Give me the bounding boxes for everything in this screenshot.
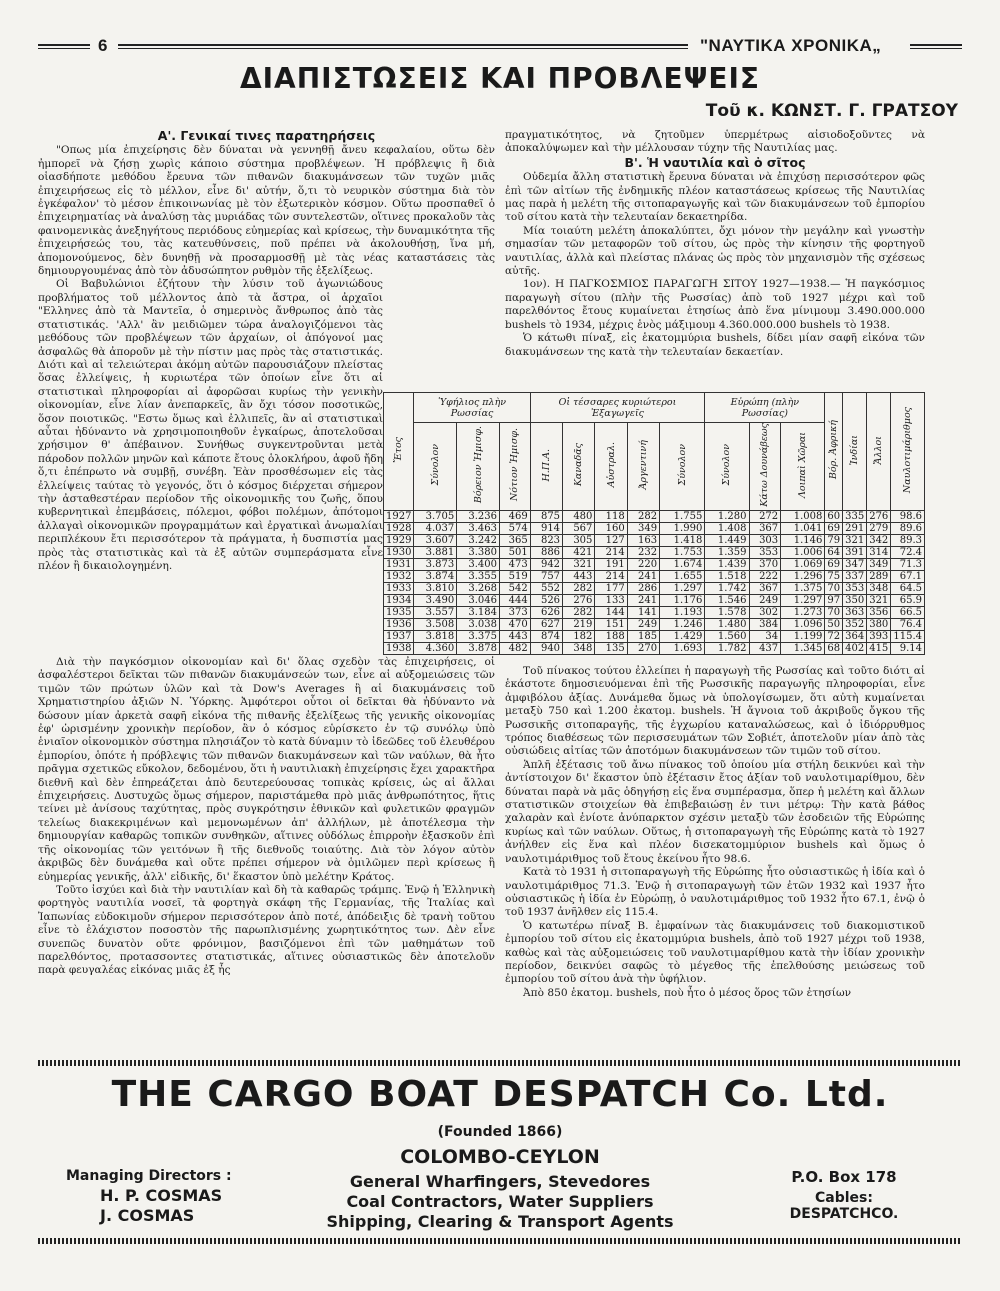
table-cell: 3.242 xyxy=(457,534,500,546)
table-cell: 75 xyxy=(825,570,843,582)
table-cell: 188 xyxy=(595,630,627,642)
table-cell: 241 xyxy=(627,594,659,606)
paragraph: Ὁ κάτωθι πίναξ, εἰς ἑκατομμύρια bushels, δίδει μίαν σαφῆ εἰκόνα τῶν διακυμάνσεων της κατὰ τὴν τελευταίαν δεκαετίαν. xyxy=(505,332,925,358)
table-cell: 1.176 xyxy=(660,594,705,606)
table-cell: 519 xyxy=(500,570,531,582)
table-cell: 185 xyxy=(627,630,659,642)
ad-company-name: THE CARGO BOAT DESPATCH Co. Ltd. xyxy=(111,1074,889,1115)
table-cell: 3.557 xyxy=(414,606,457,618)
table-year-cell: 1935 xyxy=(384,606,414,618)
table-cell: 1.297 xyxy=(781,594,825,606)
col-header: Βόρ. Ἀφρική xyxy=(825,393,843,511)
table-cell: 3.607 xyxy=(414,534,457,546)
paragraph: "Οπως μία ἐπιχείρησις δὲν δύναται νὰ γεννηθῇ ἄνευ κεφαλαίου, οὕτω δὲν ἠμπορεῖ νὰ ζήσῃ χωρὶς κάποιο σύστημα προβλέψεων. Ἡ πρόβλεψις ἢ διὰ οἱασδήποτε μεθόδου ἔρευνα τῶν πιθανῶν διακυμάνσεων τῶν τυχῶν μιᾶς ἐπιχειρήσεως εἰς τὸ μέλλον, εἶνε δι' αὐτήν, ὅ,τι τὸ νευρικὸν σύστημα διὰ τὸν ἐγκέφαλον' τὸ μέσον ἐπικοινωνίας μὲ τὸν ἐξωτερικὸν κόσμον. Οὕτω προσπαθεῖ ὁ ἐπιχειρηματίας νὰ ἀναλύσῃ τὰς μυριάδας τῶν συντελεστῶν, οἵτινες προκαλοῦν τὰς φαινομενικὰς ἀνεξηγήτους περιόδους εὐημερίας καὶ κρίσεως, τὴν δυναμικότητα τῆς ἐπιχειρήσεώς του, τὰς κατευθύνσεις, ποῦ πρέπει νὰ ἀκολουθήσῃ, ἵνα μή, ἀπομονούμενος, δὲν δυνηθῇ νὰ προσαρμοσθῇ μὲ τὰς νέας καταστάσεις τὰς δημιουργουμένας ἀπὸ τὸν ἀδυσώπητον ρυθμὸν τῆς ἐξελίξεως. xyxy=(38,144,495,278)
table-cell: 3.463 xyxy=(457,522,500,534)
table-cell: 220 xyxy=(627,558,659,570)
table-cell: 71.3 xyxy=(891,558,925,570)
table-cell: 3.881 xyxy=(414,546,457,558)
table-cell: 367 xyxy=(749,522,781,534)
col-header: Η.Π.Α. xyxy=(530,423,562,511)
table-cell: 222 xyxy=(749,570,781,582)
col-header: Αὐστραλ. xyxy=(595,423,627,511)
table-cell: 249 xyxy=(749,594,781,606)
table-cell: 249 xyxy=(627,618,659,630)
table-cell: 370 xyxy=(749,558,781,570)
paragraph: Τοῦ πίνακος τούτου ἐλλείπει ἡ παραγωγὴ τῆς Ρωσσίας καὶ τοῦτο διότι αἱ ἑκάστοτε δημοσιευόμεναι ἐπὶ τῆς Ρωσσικῆς παραγωγῆς πληροφορίαι, εἶνε ἀμφιβόλου ἀξίας. Δυνάμεθα ὅμως νὰ ὑπολογίσωμεν, ὅτι αὐτὴ κυμαίνεται μεταξὺ 750 καὶ 1.200 ἑκατομ. bushels. Ἡ ἄγνοια τοῦ ἀκριβοῦς ὄγκου τῆς Ρωσσικῆς σιτοπαραγῆς, τῆς ἐγχωρίου καταναλώσεως, καὶ ὁ ἰδιόρρυθμος τρόπος διαθέσεως τῶν περισσευμάτων τῶν Σοβιέτ, ἀποτελοῦν μίαν ἀπὸ τὰς οὐσιώδεις αἰτίας τῶν ἀποτόμων διακυμάνσεων τῶν τιμῶν τοῦ σίτου. xyxy=(505,665,925,758)
col-header: Σύνολον xyxy=(660,423,705,511)
table-cell: 1.146 xyxy=(781,534,825,546)
table-cell: 482 xyxy=(500,642,531,654)
table-body xyxy=(384,510,925,654)
table-cell: 470 xyxy=(500,618,531,630)
wheat-production-table xyxy=(383,392,925,655)
table-cell: 367 xyxy=(749,582,781,594)
table-cell: 347 xyxy=(843,558,867,570)
table-cell: 1.518 xyxy=(705,570,749,582)
table-cell: 1.990 xyxy=(660,522,705,534)
header-rule-middle xyxy=(118,44,688,49)
table-cell: 3.268 xyxy=(457,582,500,594)
table-cell: 757 xyxy=(530,570,562,582)
table-cell: 1.693 xyxy=(660,642,705,654)
table-cell: 144 xyxy=(595,606,627,618)
table-cell: 335 xyxy=(843,510,867,522)
table-cell: 89.6 xyxy=(891,522,925,534)
table-row xyxy=(384,510,925,522)
ad-border-top xyxy=(38,1060,962,1066)
table-cell: 940 xyxy=(530,642,562,654)
col-header: Καναδᾶς xyxy=(563,423,595,511)
table-cell: 276 xyxy=(867,510,891,522)
table-cell: 3.818 xyxy=(414,630,457,642)
table-cell: 1.449 xyxy=(705,534,749,546)
table-cell: 305 xyxy=(563,534,595,546)
table-row xyxy=(384,534,925,546)
table-cell: 182 xyxy=(563,630,595,642)
article-author: Τοῦ κ. ΚΩΝΣΤ. Γ. ΓΡΑΤΣΟΥ xyxy=(705,101,958,121)
header-rule-right xyxy=(910,44,962,49)
table-cell: 64.5 xyxy=(891,582,925,594)
table-cell: 1.297 xyxy=(660,582,705,594)
paragraph: Ἁπλῆ ἐξέτασις τοῦ ἄνω πίνακος τοῦ ὁποίου μία στήλη δεικνύει καὶ τὴν ἀντίστοιχον δι' ἕκαστον ὑπὸ ἐξέτασιν ἔτος ἀξίαν τοῦ ναυλοτιμαρίθμου, δὲν δύναται παρὰ νὰ μᾶς ὁδηγήσῃ εἰς ἕνα συμπέρασμα, ὅπερ ἡ μελέτη καὶ ἄλλων στατιστικῶν στοιχείων θὰ ἐπιβεβαιώσῃ ἐν τινι μέτρῳ: Τὴν κατὰ βάθος χαλαρὰν καὶ ἐνίοτε ἀνύπαρκτον σχέσιν μεταξὺ τῶν ἐσοδειῶν τῆς Εὐρώπης κυρίως καὶ τῶν ναύλων. Οὕτως, ἡ σιτοπαραγωγὴ τῆς Εὐρώπης κατὰ τὸ 1927 ἀνήλθεν εἰς ἕνα καὶ πλέον δισεκατομμύριον bushels καὶ ὅμως ὁ ναυλοτιμάριθμος τοῦ ἔτους ἐκείνου ἦτο 98.6. xyxy=(505,758,925,865)
table-cell: 34 xyxy=(749,630,781,642)
table-row xyxy=(384,618,925,630)
table-cell: 9.14 xyxy=(891,642,925,654)
table-cell: 76.4 xyxy=(891,618,925,630)
table-cell: 276 xyxy=(563,594,595,606)
ad-director: J. COSMAS xyxy=(100,1206,195,1225)
table-cell: 89.3 xyxy=(891,534,925,546)
table-cell: 177 xyxy=(595,582,627,594)
table-cell: 421 xyxy=(563,546,595,558)
table-cell: 1.069 xyxy=(781,558,825,570)
table-cell: 373 xyxy=(500,606,531,618)
table-cell: 3.490 xyxy=(414,594,457,606)
table-cell: 3.873 xyxy=(414,558,457,570)
ad-cables-label: Cables: xyxy=(815,1190,873,1206)
table-cell: 141 xyxy=(627,606,659,618)
table-cell: 1.753 xyxy=(660,546,705,558)
table-cell: 380 xyxy=(867,618,891,630)
table-cell: 272 xyxy=(749,510,781,522)
table-row xyxy=(384,642,925,654)
col-header: Ναυλοτιμάριθμος xyxy=(891,393,925,511)
table-cell: 133 xyxy=(595,594,627,606)
table-year-cell: 1927 xyxy=(384,510,414,522)
table-cell: 66.5 xyxy=(891,606,925,618)
table-cell: 1.439 xyxy=(705,558,749,570)
table-cell: 1.755 xyxy=(660,510,705,522)
table-cell: 3.184 xyxy=(457,606,500,618)
table-cell: 1.273 xyxy=(781,606,825,618)
article-title: ΔΙΑΠΙΣΤΩΣΕΙΣ ΚΑΙ ΠΡΟΒΛΕΨΕΙΣ xyxy=(239,62,761,95)
col-header: Νότιον Ἡμισφ. xyxy=(500,423,531,511)
table-cell: 1.006 xyxy=(781,546,825,558)
table-cell: 1.296 xyxy=(781,570,825,582)
table-cell: 552 xyxy=(530,582,562,594)
table-cell: 1.655 xyxy=(660,570,705,582)
table-cell: 526 xyxy=(530,594,562,606)
table-cell: 279 xyxy=(867,522,891,534)
table-cell: 823 xyxy=(530,534,562,546)
table-cell: 98.6 xyxy=(891,510,925,522)
table-cell: 72.4 xyxy=(891,546,925,558)
col-header: Σύνολον xyxy=(414,423,457,511)
table-cell: 3.375 xyxy=(457,630,500,642)
ad-founded: (Founded 1866) xyxy=(437,1124,563,1140)
table-cell: 1.359 xyxy=(705,546,749,558)
paragraph: Ὁ κατωτέρω πίναξ Β. ἐμφαίνων τὰς διακυμάνσεις τοῦ διακομιστικοῦ ἐμπορίου τοῦ σίτου εἰς ἑκατομμύρια bushels, ἀπὸ τοῦ 1927 μέχρι τοῦ 1938, καθὼς καὶ τὰς αὐξομειώσεις τοῦ ναυλοτιμαρίθμου κατὰ τὴν ἰδίαν χρονικὴν περίοδον, δεικνύει σαφῶς τὸ μέγεθος τῆς ἐπελθούσης μειώσεως τοῦ ἐμπορίου τοῦ σίτου ἀνὰ τὴν ὑφήλιον. xyxy=(505,919,925,986)
table-cell: 282 xyxy=(563,606,595,618)
paragraph: 1ον). Η ΠΑΓΚΟΣΜΙΟΣ ΠΑΡΑΓΩΓΗ ΣΙΤΟΥ 1927—1938.— Ἡ παγκόσμιος παραγωγὴ σίτου (πλὴν τῆς Ρωσσίας) ἀπὸ τοῦ 1927 μέχρι καὶ τοῦ παρελθόντος ἔτους κυμαίνεται ἐτησίως ἀπὸ ἕνα μίνιμουμ 3.490.000.000 bushels τὸ 1934, μέχρις ἑνὸς μάξιμουμ 4.360.000.000 bushels τὸ 1938. xyxy=(505,278,925,331)
paragraph: Διὰ τὴν παγκόσμιον οἰκονομίαν καὶ δι' ὅλας σχεδὸν τὰς ἐπιχειρήσεις, οἱ ἀσφαλέστεροι δεῖκται τῶν πιθανῶν διακυμάνσεών των, εἶνε αἱ αὐξομειώσεις τῶν τιμῶν τῶν πρώτων ὑλῶν καὶ τὰ Dow's Averages ἢ αἱ διακυμάνσεις τοῦ Χρηματιστηρίου ἀξιῶν Ν. Ὑόρκης. Ἀμφότεροι οὗτοι οἱ δεῖκται θὰ ἠδύναντο νὰ δώσουν μίαν ἀρκετὰ σαφῆ εἰκόνα τῆς πιθανῆς ἐξελίξεως τῆς γενικῆς οἰκονομίας ἐφ' ὡρισμένην χρονικὴν περίοδον, ἂν ὁ κόσμος εὑρίσκετο ἐν τῷ συνόλῳ ὑπὸ ἑνιαῖον οἰκονομικὸν σύστημα πλησιάζον τὸ κατὰ δύναμιν τὸ ἰδεῶδες τοῦ ἐλευθέρου ἐμπορίου, ὁπότε ἡ πρόβλεψις τῶν πιθανῶν διακυμάνσεων καὶ τῶν ναύλων, θὰ ἦτο πρᾶγμα σχετικῶς εὔκολον, δεδομένου, ὅτι ἡ ναυτιλιακὴ ἐπιχείρησις ἔχει χαρακτῆρα διεθνῆ καὶ δὲν ἐπηρεάζεται ἀπὸ δευτερεύουσας τοπικὰς κρίσεις, ὡς αἱ ἄλλαι ἐπιχειρήσεις. Δυστυχῶς ὅμως σήμερον, παριστάμεθα πρὸ μιᾶς ἀνθρωπότητος, ἥτις τείνει μὲ ἀνίσους ταχύτητας, πρὸς συγκρότησιν ἐθνικῶν καὶ φυλετικῶν φραγμῶν τελείως διακεκριμένων καὶ μεμονωμένων ἀπ' ἀλλήλων, μὲ ἀποτέλεσμα τὴν δημιουργίαν καθαρῶς τοπικῶν συνθηκῶν, αἵτινες οὐδόλως ἐπιρροὴν ἐξασκοῦν ἐπὶ τῆς οἰκονομίας τῶν γειτόνων ἢ τῆς διεθνοῦς τοιαύτης. Διὰ τὸν λόγον αὐτὸν ἀκριβῶς δὲν δυνάμεθα καὶ οὔτε πρέπει σήμερον νὰ ὁμιλῶμεν περὶ κρίσεως ἢ εὐημερίας γενικῆς, ἀλλ' εἰδικῆς, δι' ἕκαστον ὑπὸ μελέτην Κράτος. xyxy=(38,656,495,883)
table-cell: 626 xyxy=(530,606,562,618)
paragraph: Τοῦτο ἰσχύει καὶ διὰ τὴν ναυτιλίαν καὶ δὴ τὰ καθαρῶς τράμπς. Ἐνῷ ἡ Ἑλληνικὴ φορτηγὸς ναυτιλία νοσεῖ, τὰ φορτηγὰ σκάφη τῆς Γερμανίας, τῆς Ἰταλίας καὶ Ἰαπωνίας εὐδοκιμοῦν σήμερον περισσότερον ἀπὸ ποτέ, ἀπόδειξις δὲ τρανὴ τοῦτου εἶνε τὸ ἐλάχιστον ποσοστὸν τῆς παρωπλισμένης χωρητικότητος των. Δὲν εἶνε συνεπῶς δυνατὸν οὔτε φρόνιμον, βασιζόμενοι ἐπὶ τῶν μαθημάτων τοῦ παρελθόντος, προτασσοντες στατιστικάς, αἵτινες οὐσιαστικῶς δὲν ἀποτελοῦν παρὰ φευγαλέας εἰκόνας μιᾶς ἐξ ἧς xyxy=(38,883,495,977)
section-b-heading: Β'. Ἡ ναυτιλία καὶ ὁ σῖτος xyxy=(624,154,806,170)
ad-service: Shipping, Clearing & Transport Agents xyxy=(326,1212,674,1231)
table-cell: 282 xyxy=(563,582,595,594)
table-cell: 1.199 xyxy=(781,630,825,642)
table-cell: 444 xyxy=(500,594,531,606)
table-cell: 1.041 xyxy=(781,522,825,534)
table-cell: 1.280 xyxy=(705,510,749,522)
table-cell: 1.418 xyxy=(660,534,705,546)
table-cell: 1.375 xyxy=(781,582,825,594)
table-cell: 1.408 xyxy=(705,522,749,534)
ad-cables: DESPATCHCO. xyxy=(789,1206,899,1222)
table-cell: 219 xyxy=(563,618,595,630)
paragraph: Οὐδεμία ἄλλη στατιστικὴ ἔρευνα δύναται νὰ ἐπιχύσῃ περισσότερον φῶς ἐπὶ τῶν αἰτίων τῆς ἐνδημικῆς πλέον καταστάσεως κρίσεως τῆς Ναυτιλίας μας παρὰ ἡ μελέτη τῆς σιτοπαραγωγῆς καὶ τῶν διακυμάνσεων τοῦ ἐμπορίου τοῦ σίτου κατὰ τὴν τελευταίαν δεκαετηρίδα. xyxy=(505,171,925,224)
table-cell: 363 xyxy=(843,606,867,618)
table-cell: 353 xyxy=(749,546,781,558)
table-row xyxy=(384,594,925,606)
table-cell: 3.380 xyxy=(457,546,500,558)
table-cell: 4.037 xyxy=(414,522,457,534)
table-cell: 321 xyxy=(563,558,595,570)
table-cell: 352 xyxy=(843,618,867,630)
col-header: Κάτω Δουνάβεως xyxy=(749,423,781,511)
table-cell: 3.878 xyxy=(457,642,500,654)
table-year-cell: 1937 xyxy=(384,630,414,642)
table-row xyxy=(384,630,925,642)
table-year-cell: 1928 xyxy=(384,522,414,534)
table-cell: 874 xyxy=(530,630,562,642)
table-cell: 70 xyxy=(825,606,843,618)
table-cell: 118 xyxy=(595,510,627,522)
table-cell: 68 xyxy=(825,642,843,654)
table-cell: 353 xyxy=(843,582,867,594)
table-cell: 270 xyxy=(627,642,659,654)
table-cell: 437 xyxy=(749,642,781,654)
table-year-cell: 1931 xyxy=(384,558,414,570)
table-cell: 3.046 xyxy=(457,594,500,606)
table-cell: 349 xyxy=(867,558,891,570)
table-cell: 3.038 xyxy=(457,618,500,630)
table-cell: 314 xyxy=(867,546,891,558)
table-cell: 3.355 xyxy=(457,570,500,582)
ad-po-box: P.O. Box 178 xyxy=(791,1168,897,1186)
column-right xyxy=(505,129,925,359)
table-cell: 79 xyxy=(825,534,843,546)
group-header: Ὑφήλιος πλὴν Ρωσσίας xyxy=(414,393,530,423)
group-header: Οἱ τέσσαρες κυριώτεροι Ἐξαγωγεῖς xyxy=(530,393,705,423)
ad-directors-label: Managing Directors : xyxy=(66,1168,232,1184)
section-a-heading: Α'. Γενικαί τινες παρατηρήσεις xyxy=(157,128,376,143)
table-cell: 574 xyxy=(500,522,531,534)
table-row xyxy=(384,582,925,594)
table-cell: 443 xyxy=(563,570,595,582)
table-cell: 415 xyxy=(867,642,891,654)
paragraph: Μία τοιαύτη μελέτη ἀποκαλύπτει, ὄχι μόνον τὴν μεγάλην καὶ γνωστὴν σημασίαν τῶν μεταφορῶν τοῦ σίτου, ὡς πρὸς τὴν κίνησιν τῆς φορτηγοῦ ναυτιλίας, ἀλλὰ καὶ πλείστας πλάνας ὡς πρὸς τὸν μηχανισμὸν τῆς σχέσεως αὐτῆς. xyxy=(505,224,925,278)
table-cell: 191 xyxy=(595,558,627,570)
table-cell: 3.236 xyxy=(457,510,500,522)
column-left-lower xyxy=(38,656,495,978)
table-cell: 348 xyxy=(563,642,595,654)
group-header: Εὐρώπη (πλὴν Ρωσσίας) xyxy=(705,393,825,423)
table-cell: 350 xyxy=(843,594,867,606)
table-cell: 127 xyxy=(595,534,627,546)
table-cell: 384 xyxy=(749,618,781,630)
table-cell: 160 xyxy=(595,522,627,534)
table-year-cell: 1933 xyxy=(384,582,414,594)
table-row xyxy=(384,606,925,618)
table-cell: 1.560 xyxy=(705,630,749,642)
ad-service: General Wharfingers, Stevedores xyxy=(349,1172,651,1191)
table-cell: 1.480 xyxy=(705,618,749,630)
table-year-cell: 1929 xyxy=(384,534,414,546)
table-year-cell: 1932 xyxy=(384,570,414,582)
ad-border-bottom xyxy=(38,1238,962,1244)
table-year-cell: 1934 xyxy=(384,594,414,606)
table-cell: 886 xyxy=(530,546,562,558)
table-cell: 567 xyxy=(563,522,595,534)
table-cell: 1.546 xyxy=(705,594,749,606)
table-cell: 214 xyxy=(595,570,627,582)
table-cell: 349 xyxy=(627,522,659,534)
table-row xyxy=(384,522,925,534)
table-row xyxy=(384,558,925,570)
table-cell: 1.674 xyxy=(660,558,705,570)
table-cell: 365 xyxy=(500,534,531,546)
table-cell: 67.1 xyxy=(891,570,925,582)
table-cell: 542 xyxy=(500,582,531,594)
ad-director: H. P. COSMAS xyxy=(100,1186,223,1205)
paragraph: Οἱ Βαβυλώνιοι ἐζήτουν τὴν λύσιν τοῦ ἀγωνιώδους προβλήματος τοῦ μέλλοντος ἀπὸ τὰ ἄστρα, οἱ ἀρχαῖοι "Ελληνες ἀπὸ τὰ Μαντεῖα, ὁ σημερινὸς ἄνθρωπος ἀπὸ τὰς στατιστικάς. 'Αλλ' ἂν μειδιῶμεν τώρα ἀναλογιζόμενοι τὰς μεθόδους τῶν προβλέψεων τῶν ἀρχαίων, οἱ ἀπόγονοί μας ἀσφαλῶς θὰ ἀποροῦν μὲ τὴν πίστιν μας πρὸς τὰς στατιστικάς. Διότι καὶ αἱ τελειώτεραι ἀκόμη αὐτῶν παρουσιάζουν πλείστας ὅσας ἐλλείψεις, ἡ κυριωτέρα τῶν ὁποίων εἶνε ὅτι αἱ στατιστικαὶ πληροφορίαι αἱ ἀφορῶσαι κυρίως τὴν γενικὴν οἰκονομίαν, εἶνε λίαν ἀνεπαρκεῖς, ἂν ὄχι τόσον ποσοτικῶς, ὅσον ποιοτικῶς. "Εστω ὅμως καὶ ἐλλιπεῖς, ἂν αἱ στατιστικαὶ αὗται ἠδύναντο νὰ χρησιμοποιηθοῦν ἐγκαίρως, ἀποτελοῦσαι χρήσιμον θ' ἀπέβαινον. Συνήθως συγκεντροῦνται μετὰ πάροδον πολλῶν μηνῶν καὶ κάποτε ἔτους ὁλοκλήρου, ἀφοῦ ἤδη ὅ,τι ἐπέπρωτο νὰ συμβῇ, συνέβη. Ἐὰν προσθέσωμεν εἰς τὰς ἐλλείψεις ταύτας τὸ γεγονός, ὅτι ὁ κόσμος διέρχεται σήμερον τὴν ἀσταθεστέραν περίοδον τῆς οἰκονομικῆς του ζωῆς, ὅπου κυβερνητικαὶ ἐπεμβάσεις, πόλεμοι, φόβοι πολέμων, ἀπότομοι ἀλλαγαὶ οἰκονομικῶν προγραμμάτων καὶ ἐργατικαὶ ἀνωμαλίαι περιπλέκουν ἔτι περισσότερον τὰ πράγματα, ἡ δυσπιστία μας πρὸς τὰς στατιστικὰς καὶ τὰ ἐξ αὐτῶν συμπεράσματα εἶνε πλέον ἢ δικαιολογημένη. xyxy=(38,278,383,572)
table-cell: 1.782 xyxy=(705,642,749,654)
table-cell: 1.429 xyxy=(660,630,705,642)
table-cell: 443 xyxy=(500,630,531,642)
table-cell: 3.874 xyxy=(414,570,457,582)
table-cell: 914 xyxy=(530,522,562,534)
col-header: Βόρειον Ἡμισφ. xyxy=(457,423,500,511)
table-cell: 72 xyxy=(825,630,843,642)
table-cell: 214 xyxy=(595,546,627,558)
table-cell: 289 xyxy=(867,570,891,582)
col-header: Σύνολον xyxy=(705,423,749,511)
table-cell: 1.008 xyxy=(781,510,825,522)
table-cell: 501 xyxy=(500,546,531,558)
table-cell: 875 xyxy=(530,510,562,522)
table-cell: 473 xyxy=(500,558,531,570)
table-cell: 1.578 xyxy=(705,606,749,618)
table-cell: 60 xyxy=(825,510,843,522)
table-row xyxy=(384,570,925,582)
col-header: Ἰνδίαι xyxy=(843,393,867,511)
table-cell: 282 xyxy=(627,510,659,522)
table-cell: 291 xyxy=(843,522,867,534)
table-cell: 302 xyxy=(749,606,781,618)
table-cell: 135 xyxy=(595,642,627,654)
table-cell: 1.246 xyxy=(660,618,705,630)
table-cell: 303 xyxy=(749,534,781,546)
table-cell: 163 xyxy=(627,534,659,546)
table-cell: 3.400 xyxy=(457,558,500,570)
table-cell: 364 xyxy=(843,630,867,642)
col-header: Ἀργεντινή xyxy=(627,423,659,511)
table-cell: 321 xyxy=(867,594,891,606)
table-cell: 69 xyxy=(825,522,843,534)
publication-title: "ΝΑΥΤΙΚΑ ΧΡΟΝΙΚΑ„ xyxy=(700,36,882,55)
table-cell: 241 xyxy=(627,570,659,582)
table-cell: 3.705 xyxy=(414,510,457,522)
table-cell: 356 xyxy=(867,606,891,618)
table-cell: 1.193 xyxy=(660,606,705,618)
table-cell: 3.508 xyxy=(414,618,457,630)
table-cell: 3.810 xyxy=(414,582,457,594)
table-cell: 469 xyxy=(500,510,531,522)
table-cell: 480 xyxy=(563,510,595,522)
table-cell: 1.345 xyxy=(781,642,825,654)
col-header: Λοιπαὶ Χῶραι xyxy=(781,423,825,511)
table-cell: 393 xyxy=(867,630,891,642)
table-year-cell: 1938 xyxy=(384,642,414,654)
table-year-cell: 1930 xyxy=(384,546,414,558)
table-cell: 391 xyxy=(843,546,867,558)
table-cell: 4.360 xyxy=(414,642,457,654)
table-cell: 321 xyxy=(843,534,867,546)
paragraph: πραγματικότητος, νὰ ζητοῦμεν ὑπερμέτρως αἰσιοδοξοῦντες νὰ ἀποκαλύψωμεν καὶ τὴν μέλλουσαν τύχην τῆς Ναυτιλίας μας. xyxy=(505,129,925,155)
table-cell: 1.742 xyxy=(705,582,749,594)
ad-service: Coal Contractors, Water Suppliers xyxy=(346,1192,654,1211)
paragraph: Ἀπὸ 850 ἑκατομ. bushels, ποὺ ἦτο ὁ μέσος ὅρος τῶν ἐτησίων xyxy=(523,986,852,999)
header-rule-left xyxy=(38,44,90,49)
table-cell: 50 xyxy=(825,618,843,630)
ad-location: COLOMBO-CEYLON xyxy=(400,1146,600,1168)
col-header: Ἄλλοι xyxy=(867,393,891,511)
table-cell: 64 xyxy=(825,546,843,558)
table-cell: 115.4 xyxy=(891,630,925,642)
table-row xyxy=(384,546,925,558)
table-cell: 151 xyxy=(595,618,627,630)
table-cell: 69 xyxy=(825,558,843,570)
table-cell: 348 xyxy=(867,582,891,594)
table-year-cell: 1936 xyxy=(384,618,414,630)
table-cell: 97 xyxy=(825,594,843,606)
table-cell: 402 xyxy=(843,642,867,654)
column-right-lower xyxy=(505,665,925,1000)
col-header: Ἔτος xyxy=(384,393,414,511)
table-cell: 337 xyxy=(843,570,867,582)
table-cell: 1.096 xyxy=(781,618,825,630)
table-cell: 65.9 xyxy=(891,594,925,606)
table-cell: 70 xyxy=(825,582,843,594)
page-number: 6 xyxy=(98,36,108,55)
table-cell: 627 xyxy=(530,618,562,630)
table-cell: 286 xyxy=(627,582,659,594)
table-cell: 232 xyxy=(627,546,659,558)
paragraph: Κατὰ τὸ 1931 ἡ σιτοπαραγωγὴ τῆς Εὐρώπης ἦτο οὐσιαστικῶς ἡ ἰδία καὶ ὁ ναυλοτιμάριθμος 71.3. Ἐνῷ ἡ σιτοπαραγωγὴ τῶν ἐτῶν 1932 καὶ 1937 ἦτο οὐσιαστικῶς ἡ ἰδία ἐν Εὐρώπῃ, ὁ ναυλοτιμάριθμος τοῦ 1932 ἦτο 67.1, ἐνῷ ὁ τοῦ 1937 ἀνῆλθεν εἰς 115.4. xyxy=(505,866,925,919)
table-cell: 942 xyxy=(530,558,562,570)
table-cell: 342 xyxy=(867,534,891,546)
